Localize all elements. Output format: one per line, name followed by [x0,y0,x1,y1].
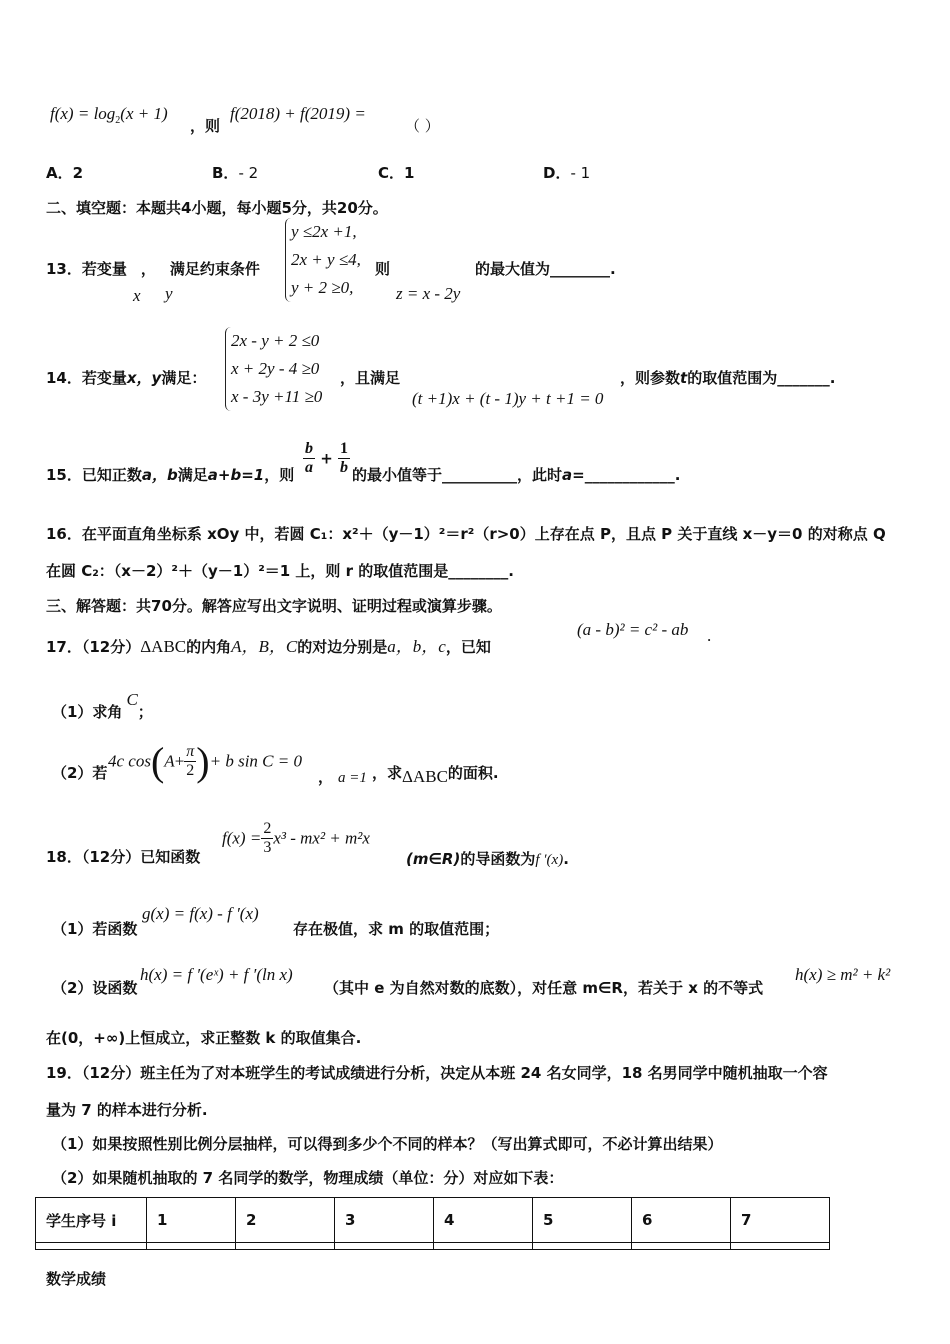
q18-h-function: h(x) = f ′(eˣ) + f ′(ln x) [140,965,293,984]
table-cell: 6 [632,1198,731,1243]
option-a: A．2 [46,164,84,182]
q13-text: 13．若变量 ， 满足约束条件 [46,260,260,278]
option-b: B．- 2 [212,164,259,182]
q16-line-2: 在圆 C₂：（x－2）²＋（y－1）²＝1 上，则 r 的取值范围是________. [46,562,514,580]
q12-function: $f(x) = \log_2(x + 1)$ [50,104,168,126]
q18-part-1-question: 存在极值，求 m 的取值范围； [293,920,500,938]
table-cell: 学生序号 i [36,1198,147,1243]
score-table [35,1197,830,1250]
q14-answer: ，则参数t的取值范围为_______. [620,369,836,387]
q14-and: ，且满足 [340,369,401,387]
q18-function: f(x) = $\frac{2}{3}$ x³ - mx² + m²x [222,820,370,856]
q14-line-equation: (t +1)x + (t - 1)y + t +1 = 0 [412,389,604,408]
q13-answer: 的最大值为________. [475,260,616,278]
q16-line-1: 16．在平面直角坐标系 xOy 中，若圆 C₁：x²＋（y－1）²＝r²（r>0）上存在点 P，且点 P 关于直线 x－y＝0 的对称点 Q [46,525,886,543]
q17-part-2-label: （2）若 [52,764,108,782]
q18-text: (m∈R)的导函数为f ′(x). [406,850,569,868]
q13-var-x: x [133,286,141,305]
q15-expression: $\frac{b}{a}$ + $\frac{1}{b}$ [305,440,349,476]
q13-objective: z = x - 2y [396,284,461,303]
q17-given: (a - b)² = c² - ab [577,620,689,639]
q18-part-1-label: （1）若函数 [52,920,138,938]
q12-paren: （ ） [405,117,440,135]
q17-equation: 4c cos(A+ $\frac{\pi}{2}$ )+ b sin C = 0 [108,739,302,784]
q17-comma: ， [318,768,334,786]
q14-constraints: 2x - y + 2 ≤0 x + 2y - 4 ≥0 x - 3y +11 ≥0 [225,327,322,411]
q13-then: 则 [375,260,391,278]
q17-part-2-question: ，求ΔABC的面积. [372,764,499,786]
table-cell: 2 [236,1198,335,1243]
q19-line-2: 量为 7 的样本进行分析. [46,1101,208,1119]
math-score-label: 数学成绩 [46,1270,107,1288]
q19-part-1: （1）如果按照性别比例分层抽样，可以得到多少个不同的样本？（写出算式即可，不必计算出结果） [52,1135,723,1153]
table-cell: 1 [147,1198,236,1243]
q12-then: ，则 [190,117,221,135]
q17-a-value: a =1 [338,770,367,786]
q18-g-function: g(x) = f(x) - f ′(x) [142,904,259,923]
q18-part-2-text: （其中 e 为自然对数的底数），对任意 m∈R，若关于 x 的不等式 [324,979,764,997]
q12-expression: f(2018) + f(2019) = [230,104,366,123]
q19-line-1: 19．（12分）班主任为了对本班学生的考试成绩进行分析，决定从本班 24 名女同学，18 名男同学中随机抽取一个容 [46,1064,828,1082]
table-cell: 7 [731,1198,830,1243]
table-row [36,1243,830,1250]
q18-part-2-label: （2）设函数 [52,979,138,997]
section-2-heading: 二、填空题：本题共4小题，每小题5分，共20分。 [46,199,388,217]
table-cell: 5 [533,1198,632,1243]
q18-part-2-cont: 在(0，+∞)上恒成立，求正整数 k 的取值集合. [46,1029,362,1047]
option-c: C．1 [378,164,415,182]
q13-var-y: y [165,284,173,303]
q17-part-1: （1）求角C； [52,690,153,721]
q13-constraints: y ≤2x +1, 2x + y ≤4, y + 2 ≥0, [285,218,361,302]
q15-answer: 的最小值等于__________，此时a=____________. [352,466,681,484]
q15-text: 15．已知正数a，b满足a+b=1，则 [46,466,295,484]
table-cell: 4 [434,1198,533,1243]
option-d: D．- 1 [543,164,591,182]
q18-inequality: h(x) ≥ m² + k² [795,965,891,984]
q18-stem: 18．（12分）已知函数 [46,848,201,866]
q14-text: 14．若变量x，y满足： [46,369,207,387]
table-cell: 3 [335,1198,434,1243]
q17-stem: 17．（12分）ΔABC的内角A，B，C的对边分别是a，b，c，已知 [46,637,491,656]
q19-part-2: （2）如果随机抽取的 7 名同学的数学，物理成绩（单位：分）对应如下表： [52,1169,564,1187]
table-header-row [36,1198,830,1243]
section-3-heading: 三、解答题：共70分。解答应写出文字说明、证明过程或演算步骤。 [46,597,502,615]
